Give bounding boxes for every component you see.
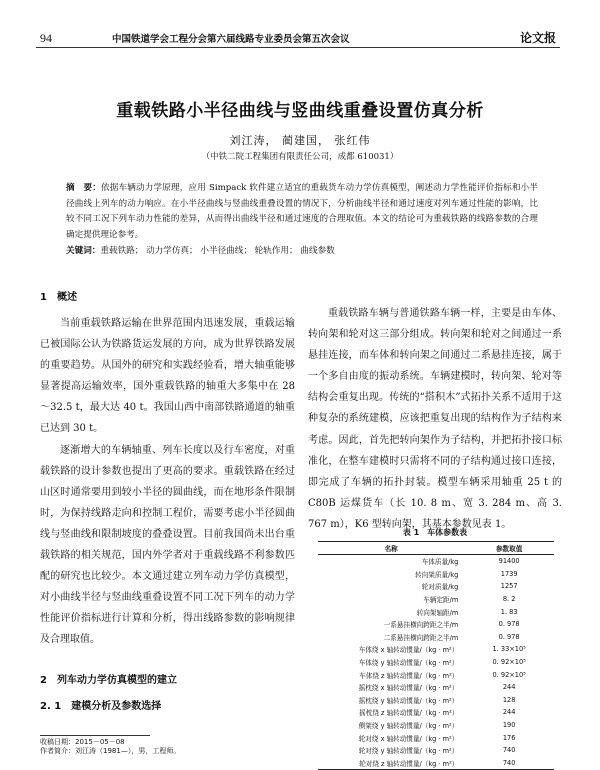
running-header-section: 论文报 — [519, 31, 556, 45]
parameter-name: 车辆定距/m — [423, 596, 459, 605]
parameter-name: 转向架质量/kg — [415, 570, 459, 579]
table-header-cell: 参数取值 — [464, 542, 554, 555]
parameter-value: 176 — [502, 733, 516, 742]
parameter-value: 740 — [502, 746, 516, 755]
footnote — [40, 738, 180, 756]
parameter-name: 车体绕 y 轴转动惯量/（kg · m²） — [358, 659, 459, 668]
table-row — [318, 643, 554, 656]
body-paragraph: 逐渐增大的车辆轴重、列车长度以及行车密度，对重载铁路的设计参数也提出了更高的要求。重载铁路在经过山区时通常要用到较小半径的圆曲线，而在地形条件限制时，为保持线路走向和控制工程价，需要考虑小半径圆曲线与竖曲线和限制坡度的叠叠设置。目前我国尚未出台重载铁路的相关规范，国内外学者对于重载线路不利参数匹配的研究也比较少。本文通过建立列车动力学仿真模型，对小曲线半径与竖曲线重叠设置不同工况下列车的动力学性能评价指标进行计算和分析，得出线路参数的影响规律及合理取值。 — [40, 444, 295, 646]
parameter-name: 轮对质量/kg — [421, 583, 459, 592]
parameter-name: 轮对绕 y 轴转动惯量/（kg · m²） — [358, 747, 459, 756]
vehicle-parameter-table — [318, 541, 554, 770]
parameter-value: 1257 — [500, 582, 518, 591]
table-caption: 表 1 车体参数表 — [402, 528, 468, 537]
parameter-value: 0. 978 — [498, 632, 520, 641]
parameter-name: 转向架轴距/m — [416, 608, 459, 617]
body-paragraph: 重载铁路车辆与普通铁路车辆一样，主要是由车体、转向架和轮对这三部分组成。转向架和轮对之间通过一系悬挂连接，而车体和转向架之间通过二系悬挂连接，属于一个多自由度的振动系统。车辆建模时，转向架、轮对等结构会重复出现。传统的“搭积木”式拓扑关系不适用于这种复杂的系统建模，应该把重复出现的结构作为子结构来考虑。因此，首先把转向架作为子结构，并把拓扑接口标准化，在整车建模时只需将不同的子结构通过接口连接，即完成了车辆的拓扑封装。模型车辆采用轴重 25 t 的 C80B 运煤货车（长 10. 8 m、宽 3. 284 m、高 3. 767 m），K6 型转向架，其基本参数见表 1。 — [308, 308, 562, 530]
parameter-value: 1739 — [500, 569, 518, 578]
parameter-name: 摇枕绕 y 轴转动惯量/（kg · m²） — [358, 696, 459, 705]
table-row — [318, 668, 554, 681]
parameter-value: 8. 2 — [502, 595, 516, 604]
table-header-row — [318, 542, 554, 555]
abstract-label: 摘 要： — [66, 183, 102, 193]
table-row — [318, 731, 554, 744]
parameter-name: 二系悬挂横向跨距之半/m — [383, 633, 459, 642]
abstract-text: 依据车辆动力学原理，应用 Simpack 软件建立适宜的重载货车动力学仿真模型，阐述动力学性能评价指标和小半径曲线上列车的动力响应。在小半径曲线与竖曲线重叠设置的情况下，分析曲线半径和通过速度对列车通过性能的影响，比较不同工况下列车动力性能的差异，从而得出曲线半径和通过速度的合理取值。本文的结论可为重载铁路的线路参数的合理确定提供理论参考。 — [66, 183, 538, 240]
page-number: 94 — [40, 31, 52, 45]
section-heading: 1 概述 — [40, 292, 77, 303]
author-bio: 作者简介：刘江涛（1981—），男，工程师。 — [40, 747, 181, 755]
table-row — [318, 593, 554, 606]
parameter-value: 0. 92×10⁵ — [492, 670, 526, 679]
parameter-name: 车体绕 z 轴转动惯量/（kg · m²） — [359, 671, 459, 680]
parameter-value: 244 — [502, 708, 516, 717]
table-row — [318, 757, 554, 770]
keywords-text: 重载铁路； 动力学仿真； 小半径曲线； 轮轨作用； 曲线参数 — [100, 246, 335, 256]
left-column-body — [40, 313, 295, 651]
table-row — [318, 555, 554, 568]
section-1-heading — [40, 288, 295, 303]
footnote-rule — [40, 735, 150, 736]
parameter-value: 128 — [502, 695, 516, 704]
body-paragraph: 当前重载铁路运输在世界范围内迅速发展，重载运输已被国际公认为铁路货运发展的方向，成为世界铁路发展的重要趋势。从国外的研究和实践经验看，增大轴重能够显著提高运输效率，国外重载铁路的轴重大多集中在 28～32.5 t，最大达 40 t。我国山西中南部铁路通道的轴重已达到 30 t。 — [40, 318, 295, 435]
section-2-1-heading — [40, 697, 295, 712]
table-row — [318, 744, 554, 757]
author-list: 刘江涛， 蔺建国， 张红伟 — [229, 134, 371, 147]
affiliation: （中铁二院工程集团有限责任公司，成都 610031） — [201, 152, 399, 162]
parameter-value: 91400 — [498, 557, 520, 566]
parameter-name: 摇枕绕 z 轴转动惯量/（kg · m²） — [359, 709, 459, 718]
parameter-value: 740 — [502, 758, 516, 767]
table-row — [318, 719, 554, 732]
section-heading: 2 列车动力学仿真模型的建立 — [40, 675, 177, 686]
parameter-value: 190 — [502, 721, 516, 730]
table-row — [318, 580, 554, 593]
parameter-name: 轮对绕 z 轴转动惯量/（kg · m²） — [359, 759, 459, 768]
subsection-heading: 2. 1 建模分析及参数选择 — [40, 701, 162, 712]
table-row — [318, 656, 554, 669]
parameter-value: 244 — [502, 683, 516, 692]
parameter-name: 车体质量/kg — [421, 558, 459, 567]
abstract — [66, 181, 538, 243]
table-body — [318, 555, 554, 770]
parameter-value: 0. 92×10⁵ — [492, 658, 526, 667]
table-row — [318, 618, 554, 631]
table-row — [318, 568, 554, 581]
parameter-name: 车体绕 x 轴转动惯量/（kg · m²） — [358, 646, 459, 655]
keywords-label: 关键词： — [66, 246, 101, 256]
header-rule — [36, 47, 560, 48]
received-date: 收稿日期：2015－05－08 — [40, 738, 125, 746]
parameter-name: 摇枕绕 x 轴转动惯量/（kg · m²） — [358, 684, 459, 693]
table-header-cell: 名称 — [318, 542, 464, 555]
section-2-heading — [40, 671, 295, 686]
parameter-value: 0. 978 — [498, 620, 520, 629]
table-row — [318, 605, 554, 618]
parameter-name: 轮对绕 x 轴转动惯量/（kg · m²） — [358, 734, 459, 743]
table-row — [318, 681, 554, 694]
parameter-name: 侧架绕 y 轴转动惯量/（kg · m²） — [358, 722, 459, 731]
right-column-body — [308, 303, 562, 535]
keywords — [66, 244, 538, 258]
parameter-value: 1. 83 — [500, 607, 518, 616]
table-row — [318, 694, 554, 707]
table-row — [318, 631, 554, 644]
running-header-conference: 中国铁道学会工程分会第六届线路专业委员会第五次会议 — [112, 34, 350, 45]
paper-title: 重载铁路小半径曲线与竖曲线重叠设置仿真分析 — [116, 101, 484, 121]
parameter-value: 1. 33×10⁵ — [492, 645, 526, 654]
parameter-name: 一系悬挂横向跨距之半/m — [383, 621, 459, 630]
table-row — [318, 706, 554, 719]
